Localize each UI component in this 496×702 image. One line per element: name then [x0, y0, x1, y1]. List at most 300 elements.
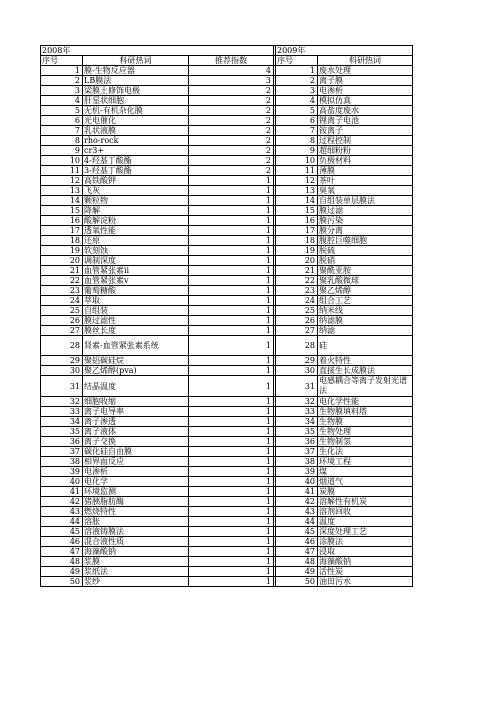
left-seq-cell: 9 [41, 146, 83, 156]
right-seq-cell: 42 [276, 497, 318, 507]
left-count-cell: 2 [189, 166, 274, 176]
right-seq-cell: 17 [276, 226, 318, 236]
table-row [41, 286, 413, 296]
right-term-cell: 活性炭 [318, 567, 413, 577]
right-term-cell: 膜分离 [318, 226, 413, 236]
left-seq-cell: 21 [41, 266, 83, 276]
table-row [41, 66, 413, 76]
right-term-cell: 溶剂回收 [318, 507, 413, 517]
right-term-cell: 超细粉粉 [318, 146, 413, 156]
left-term-cell: 调制深度 [83, 256, 189, 266]
left-count-cell: 1 [189, 376, 274, 397]
header-count-left: 推荐指数 [189, 56, 274, 66]
right-term-cell: 脱硝 [318, 256, 413, 266]
right-term-cell: 锂离子电池 [318, 116, 413, 126]
table-row [41, 557, 413, 567]
left-term-cell: 海藻酸钠 [83, 547, 189, 557]
right-term-cell: 膜过滤 [318, 206, 413, 216]
table-row [41, 186, 413, 196]
left-count-cell: 1 [189, 557, 274, 567]
left-count-cell: 1 [189, 176, 274, 186]
left-term-cell: 4-羟基丁酸酯 [83, 156, 189, 166]
left-seq-cell: 27 [41, 326, 83, 336]
left-count-cell: 2 [189, 96, 274, 106]
table-row [41, 527, 413, 537]
left-seq-cell: 32 [41, 397, 83, 407]
left-count-cell: 1 [189, 567, 274, 577]
table-row [41, 96, 413, 106]
right-term-cell: 模拟仿真 [318, 96, 413, 106]
left-seq-cell: 5 [41, 106, 83, 116]
table-row [41, 427, 413, 437]
header-seq-left: 序号 [41, 56, 83, 66]
left-count-cell: 1 [189, 276, 274, 286]
right-term-cell: 直接生长成膜法 [318, 366, 413, 376]
right-term-cell: 负极材料 [318, 156, 413, 166]
left-seq-cell: 22 [41, 276, 83, 286]
left-term-cell: 浆纸法 [83, 567, 189, 577]
right-seq-cell: 28 [276, 336, 318, 356]
left-count-cell: 1 [189, 537, 274, 547]
left-count-cell: 2 [189, 136, 274, 146]
left-seq-cell: 35 [41, 427, 83, 437]
left-count-cell: 1 [189, 256, 274, 266]
table-row [41, 537, 413, 547]
right-term-cell: 薄膜 [318, 166, 413, 176]
table-row [41, 366, 413, 376]
left-count-cell: 4 [189, 66, 274, 76]
left-term-cell: 软刻蚀 [83, 246, 189, 256]
table-row [41, 266, 413, 276]
table-row [41, 156, 413, 166]
left-seq-cell: 4 [41, 96, 83, 106]
left-count-cell: 1 [189, 427, 274, 437]
right-term-cell: 茶叶 [318, 176, 413, 186]
right-seq-cell: 21 [276, 266, 318, 276]
left-count-cell: 1 [189, 316, 274, 326]
right-term-cell: 油田污水 [318, 577, 413, 587]
left-seq-cell: 3 [41, 86, 83, 96]
right-seq-cell: 45 [276, 527, 318, 537]
left-seq-cell: 28 [41, 336, 83, 356]
left-term-cell: 猪胰脂肪酶 [83, 497, 189, 507]
right-seq-cell: 25 [276, 306, 318, 316]
right-term-cell: 组合工艺 [318, 296, 413, 306]
table-row [41, 296, 413, 306]
table-row [41, 306, 413, 316]
right-seq-cell: 9 [276, 146, 318, 156]
left-count-cell: 1 [189, 286, 274, 296]
table-row [41, 126, 413, 136]
right-term-cell: 溶解性有机炭 [318, 497, 413, 507]
left-term-cell: 结晶温度 [83, 376, 189, 397]
left-seq-cell: 38 [41, 457, 83, 467]
left-term-cell: 3-羟基丁酸酯 [83, 166, 189, 176]
left-seq-cell: 39 [41, 467, 83, 477]
right-seq-cell: 10 [276, 156, 318, 166]
table-row [41, 146, 413, 156]
spreadsheet [40, 45, 412, 587]
right-term-cell: 脱硫 [318, 246, 413, 256]
right-seq-cell: 29 [276, 356, 318, 366]
left-term-cell: 离子渗透 [83, 417, 189, 427]
left-term-cell: 混合液性质 [83, 537, 189, 547]
left-count-cell: 2 [189, 116, 274, 126]
right-term-cell: 纳滤 [318, 326, 413, 336]
right-seq-cell: 24 [276, 296, 318, 306]
left-count-cell: 1 [189, 216, 274, 226]
left-seq-cell: 34 [41, 417, 83, 427]
right-seq-cell: 19 [276, 246, 318, 256]
right-seq-cell: 4 [276, 96, 318, 106]
left-count-cell: 1 [189, 417, 274, 427]
left-seq-cell: 40 [41, 477, 83, 487]
left-term-cell: 颗粒物 [83, 196, 189, 206]
left-count-cell: 1 [189, 397, 274, 407]
right-seq-cell: 33 [276, 407, 318, 417]
left-term-cell: 无机-有机杂化膜 [83, 106, 189, 116]
left-term-cell: 自组装 [83, 306, 189, 316]
keyword-table [40, 45, 413, 587]
left-seq-cell: 30 [41, 366, 83, 376]
year-2009-label: 2009年 [276, 46, 413, 56]
left-count-cell: 1 [189, 467, 274, 477]
left-seq-cell: 43 [41, 507, 83, 517]
right-term-cell: 电化学性能 [318, 397, 413, 407]
table-row [41, 417, 413, 427]
left-term-cell: 电渗析 [83, 467, 189, 477]
table-row [41, 507, 413, 517]
left-term-cell: 降解 [83, 206, 189, 216]
left-seq-cell: 12 [41, 176, 83, 186]
left-seq-cell: 8 [41, 136, 83, 146]
left-seq-cell: 23 [41, 286, 83, 296]
left-term-cell: 膜丝长度 [83, 326, 189, 336]
right-term-cell: 生物处理 [318, 427, 413, 437]
left-term-cell: 离子液体 [83, 427, 189, 437]
right-term-cell: 煤 [318, 467, 413, 477]
left-seq-cell: 36 [41, 437, 83, 447]
left-count-cell: 1 [189, 226, 274, 236]
right-term-cell: 烟道气 [318, 477, 413, 487]
header-seq-right: 序号 [276, 56, 318, 66]
right-seq-cell: 37 [276, 447, 318, 457]
left-count-cell: 1 [189, 407, 274, 417]
right-seq-cell: 47 [276, 547, 318, 557]
left-count-cell: 1 [189, 477, 274, 487]
left-term-cell: 离子交换 [83, 437, 189, 447]
table-row [41, 206, 413, 216]
right-term-cell: 聚乙烯醇 [318, 286, 413, 296]
left-seq-cell: 47 [41, 547, 83, 557]
left-count-cell: 1 [189, 487, 274, 497]
left-seq-cell: 31 [41, 376, 83, 397]
left-count-cell: 1 [189, 296, 274, 306]
left-count-cell: 1 [189, 577, 274, 587]
right-seq-cell: 13 [276, 186, 318, 196]
table-row [41, 216, 413, 226]
table-row [41, 316, 413, 326]
right-seq-cell: 40 [276, 477, 318, 487]
right-seq-cell: 12 [276, 176, 318, 186]
right-term-cell: 生化法 [318, 447, 413, 457]
right-term-cell: 离子膜 [318, 76, 413, 86]
left-seq-cell: 7 [41, 126, 83, 136]
right-term-cell: 腹腔巨噬细胞 [318, 236, 413, 246]
right-term-cell: 着火特性 [318, 356, 413, 366]
left-seq-cell: 24 [41, 296, 83, 306]
right-term-cell: 深度处理工艺 [318, 527, 413, 537]
right-term-cell: 高盐度废水 [318, 106, 413, 116]
right-seq-cell: 35 [276, 427, 318, 437]
left-term-cell: LB膜法 [83, 76, 189, 86]
right-term-cell: 聚酰亚胺 [318, 266, 413, 276]
right-seq-cell: 11 [276, 166, 318, 176]
right-seq-cell: 2 [276, 76, 318, 86]
table-row [41, 467, 413, 477]
left-term-cell: 膜过滤性 [83, 316, 189, 326]
left-term-cell: cr3+ [83, 146, 189, 156]
left-term-cell: 飞灰 [83, 186, 189, 196]
header-term-left: 科研热词 [83, 56, 189, 66]
right-term-cell: 电渗析 [318, 86, 413, 96]
right-term-cell: 生物制氢 [318, 437, 413, 447]
left-count-cell: 1 [189, 447, 274, 457]
right-seq-cell: 49 [276, 567, 318, 577]
table-row [41, 457, 413, 467]
left-term-cell: 碳化硅自由膜 [83, 447, 189, 457]
right-term-cell: 生物膜填料塔 [318, 407, 413, 417]
table-row [41, 376, 413, 397]
table-row [41, 577, 413, 587]
left-term-cell: 环境监测 [83, 487, 189, 497]
right-seq-cell: 50 [276, 577, 318, 587]
left-seq-cell: 13 [41, 186, 83, 196]
right-term-cell: 生物膜 [318, 417, 413, 427]
table-row [41, 356, 413, 366]
left-term-cell: 血管紧张素ii [83, 266, 189, 276]
left-seq-cell: 17 [41, 226, 83, 236]
right-seq-cell: 27 [276, 326, 318, 336]
left-count-cell: 2 [189, 126, 274, 136]
right-term-cell: 铵离子 [318, 126, 413, 136]
left-count-cell: 1 [189, 186, 274, 196]
left-term-cell: 聚铝碳硅烷 [83, 356, 189, 366]
left-count-cell: 1 [189, 517, 274, 527]
left-term-cell: 透氧性能 [83, 226, 189, 236]
right-term-cell: 膜污染 [318, 216, 413, 226]
left-term-cell: 细胞收缩 [83, 397, 189, 407]
left-term-cell: 肾素-血管紧张素系统 [83, 336, 189, 356]
left-count-cell: 1 [189, 457, 274, 467]
left-count-cell: 1 [189, 326, 274, 336]
left-seq-cell: 19 [41, 246, 83, 256]
left-count-cell: 1 [189, 236, 274, 246]
left-count-cell: 1 [189, 266, 274, 276]
left-seq-cell: 10 [41, 156, 83, 166]
left-count-cell: 2 [189, 86, 274, 96]
header-term-right: 科研热词 [318, 56, 413, 66]
left-count-cell: 1 [189, 547, 274, 557]
right-seq-cell: 15 [276, 206, 318, 216]
table-row [41, 106, 413, 116]
right-term-cell: 电感耦合等离子发射光谱法 [318, 376, 413, 397]
left-count-cell: 1 [189, 206, 274, 216]
left-seq-cell: 44 [41, 517, 83, 527]
left-term-cell: 梁膜土修饰电极 [83, 86, 189, 96]
table-row [41, 407, 413, 417]
right-seq-cell: 1 [276, 66, 318, 76]
right-seq-cell: 36 [276, 437, 318, 447]
left-count-cell: 1 [189, 196, 274, 206]
table-row [41, 567, 413, 577]
table-row [41, 447, 413, 457]
table-row [41, 517, 413, 527]
left-seq-cell: 42 [41, 497, 83, 507]
left-seq-cell: 49 [41, 567, 83, 577]
left-seq-cell: 16 [41, 216, 83, 226]
right-seq-cell: 26 [276, 316, 318, 326]
left-term-cell: 乳状液膜 [83, 126, 189, 136]
left-term-cell: 萃取 [83, 296, 189, 306]
right-seq-cell: 7 [276, 126, 318, 136]
left-seq-cell: 14 [41, 196, 83, 206]
left-seq-cell: 45 [41, 527, 83, 537]
right-seq-cell: 3 [276, 86, 318, 96]
right-seq-cell: 6 [276, 116, 318, 126]
left-term-cell: 还原 [83, 236, 189, 246]
right-seq-cell: 30 [276, 366, 318, 376]
left-count-cell: 1 [189, 366, 274, 376]
left-term-cell: 相界面反应 [83, 457, 189, 467]
left-count-cell: 1 [189, 527, 274, 537]
left-seq-cell: 29 [41, 356, 83, 366]
table-row [41, 336, 413, 356]
left-seq-cell: 48 [41, 557, 83, 567]
year-2008-label: 2008年 [41, 46, 274, 56]
right-seq-cell: 14 [276, 196, 318, 206]
left-term-cell: 光电催化 [83, 116, 189, 126]
table-row [41, 76, 413, 86]
right-term-cell: 涂膜法 [318, 537, 413, 547]
right-term-cell: 过程控制 [318, 136, 413, 146]
table-row [41, 487, 413, 497]
left-seq-cell: 46 [41, 537, 83, 547]
left-count-cell: 2 [189, 146, 274, 156]
right-seq-cell: 32 [276, 397, 318, 407]
left-term-cell: 浆膜 [83, 557, 189, 567]
right-term-cell: 海藻酸钠 [318, 557, 413, 567]
right-term-cell: 环境工程 [318, 457, 413, 467]
left-term-cell: 溶液铸膜法 [83, 527, 189, 537]
left-term-cell: 酸解淀粉 [83, 216, 189, 226]
table-row [41, 246, 413, 256]
left-seq-cell: 2 [41, 76, 83, 86]
left-seq-cell: 20 [41, 256, 83, 266]
right-seq-cell: 22 [276, 276, 318, 286]
right-seq-cell: 16 [276, 216, 318, 226]
left-term-cell: 电化学 [83, 477, 189, 487]
left-count-cell: 1 [189, 437, 274, 447]
left-seq-cell: 11 [41, 166, 83, 176]
right-term-cell: 温度 [318, 517, 413, 527]
right-term-cell: 聚乳酸微球 [318, 276, 413, 286]
right-seq-cell: 5 [276, 106, 318, 116]
left-count-cell: 1 [189, 246, 274, 256]
left-count-cell: 1 [189, 356, 274, 366]
table-row [41, 226, 413, 236]
left-count-cell: 2 [189, 156, 274, 166]
right-seq-cell: 48 [276, 557, 318, 567]
right-term-cell: 炭膜 [318, 487, 413, 497]
left-count-cell: 3 [189, 76, 274, 86]
right-seq-cell: 23 [276, 286, 318, 296]
table-row [41, 497, 413, 507]
table-row [41, 256, 413, 266]
right-seq-cell: 31 [276, 376, 318, 397]
left-count-cell: 1 [189, 336, 274, 356]
right-seq-cell: 34 [276, 417, 318, 427]
left-term-cell: 燃烧特性 [83, 507, 189, 517]
table-row [41, 477, 413, 487]
left-term-cell: 溶胀 [83, 517, 189, 527]
left-term-cell: 葡萄糖酸 [83, 286, 189, 296]
table-row [41, 136, 413, 146]
right-term-cell: 臭氧 [318, 186, 413, 196]
left-count-cell: 1 [189, 306, 274, 316]
left-term-cell: 聚乙烯醇(pva) [83, 366, 189, 376]
right-seq-cell: 38 [276, 457, 318, 467]
table-row [41, 236, 413, 246]
left-term-cell: 血管紧张素v [83, 276, 189, 286]
left-term-cell: 肝星状细胞 [83, 96, 189, 106]
left-seq-cell: 50 [41, 577, 83, 587]
left-seq-cell: 1 [41, 66, 83, 76]
left-term-cell: 离子电导率 [83, 407, 189, 417]
left-count-cell: 1 [189, 507, 274, 517]
right-seq-cell: 8 [276, 136, 318, 146]
left-seq-cell: 18 [41, 236, 83, 246]
left-term-cell: rho-rock [83, 136, 189, 146]
right-term-cell: 硅 [318, 336, 413, 356]
table-row [41, 547, 413, 557]
table-row [41, 397, 413, 407]
right-seq-cell: 46 [276, 537, 318, 547]
right-term-cell: 废水处理 [318, 66, 413, 76]
left-term-cell: 高铁酸钾 [83, 176, 189, 186]
left-term-cell: 膜-生物反应器 [83, 66, 189, 76]
table-row [41, 176, 413, 186]
left-seq-cell: 33 [41, 407, 83, 417]
left-seq-cell: 25 [41, 306, 83, 316]
table-row [41, 276, 413, 286]
left-seq-cell: 26 [41, 316, 83, 326]
left-term-cell: 浆纱 [83, 577, 189, 587]
left-seq-cell: 15 [41, 206, 83, 216]
right-term-cell: 浸取 [318, 547, 413, 557]
table-row [41, 196, 413, 206]
right-term-cell: 纳滤膜 [318, 316, 413, 326]
right-seq-cell: 44 [276, 517, 318, 527]
right-seq-cell: 41 [276, 487, 318, 497]
left-count-cell: 2 [189, 106, 274, 116]
right-term-cell: 自组装单层膜法 [318, 196, 413, 206]
table-row [41, 116, 413, 126]
right-seq-cell: 18 [276, 236, 318, 246]
table-row [41, 437, 413, 447]
right-seq-cell: 39 [276, 467, 318, 477]
left-seq-cell: 37 [41, 447, 83, 457]
